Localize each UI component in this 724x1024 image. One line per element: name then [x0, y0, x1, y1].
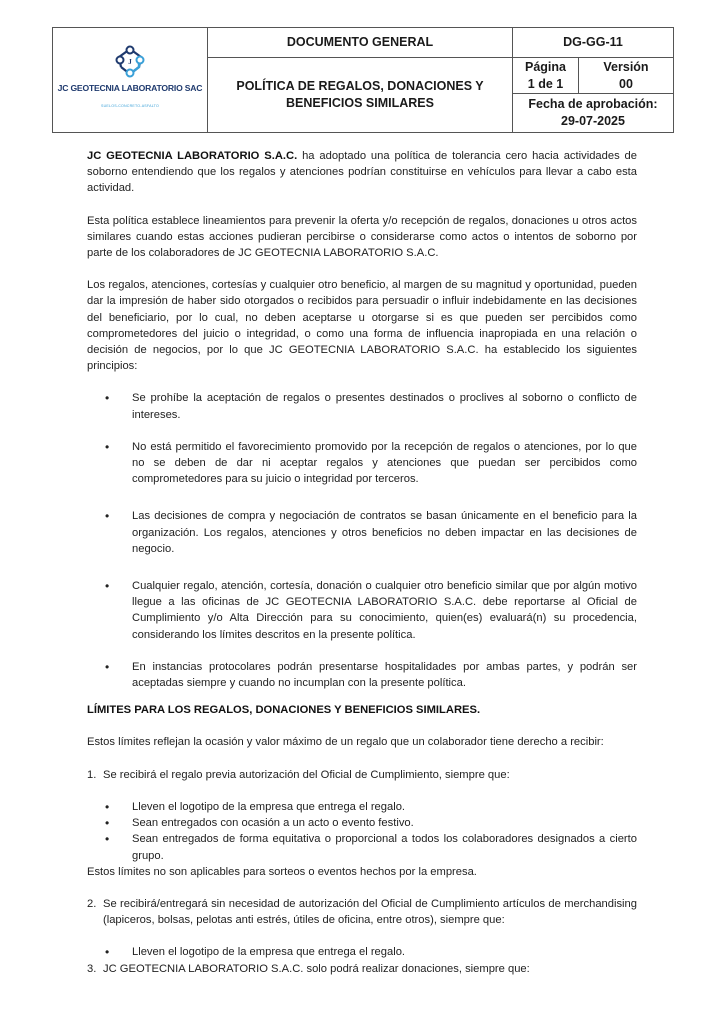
approval-cell — [513, 94, 674, 133]
condition-item: • Lleven el logotipo de la empresa que entrega el regalo. — [87, 799, 637, 815]
doc-title-cell — [208, 58, 513, 133]
limit-item-2 — [87, 896, 637, 928]
item2-conditions — [87, 944, 637, 960]
item-text: Se recibirá el regalo previa autorización del Oficial de Cumplimiento, siempre que: — [103, 768, 510, 781]
doc-code: DG-GG-11 — [563, 35, 623, 49]
principle-item: • No está permitido el favorecimiento promovido por la recepción de regalos o atenciones, por lo que no se deben de dar ni aceptar regalos y atenciones que puedan ser percibidos como comprometedores para su juicio o integridad por terceros. — [87, 439, 637, 488]
scope-paragraph: Esta política establece lineamientos para prevenir la oferta y/o recepción de regalos, donaciones u otros actos similares cuando estas acciones pudieran percibirse o considerarse como actos o intentos de soborno por parte de los colaboradores de JC GEOTECNIA LABORATORIO S.A.C. — [87, 214, 637, 260]
condition-item: • Sean entregados con ocasión a un acto o evento festivo. — [87, 815, 637, 831]
version-cell — [579, 58, 674, 94]
logo-mark-icon — [113, 45, 147, 79]
page-value: 1 de 1 — [527, 76, 564, 91]
doc-code-cell — [513, 28, 674, 58]
limits-note: Estos límites no son aplicables para sorteos o eventos hechos por la empresa. — [87, 865, 477, 878]
page-cell — [513, 58, 579, 94]
doc-title-line2: BENEFICIOS SIMILARES — [286, 96, 434, 110]
intro-text: ha adoptado una política de tolerancia cero hacia actividades de soborno entendiendo que los regalos y atenciones podrían constituirse en vehículos para llevar a cabo esta actividad. — [87, 150, 637, 195]
company-name-bold: JC GEOTECNIA LABORATORIO S.A.C. — [87, 150, 298, 162]
approval-label: Fecha de aprobación: — [528, 97, 658, 111]
page-label: Página — [525, 59, 566, 74]
approval-date: 29-07-2025 — [561, 114, 625, 128]
document-body — [87, 148, 637, 977]
principle-item: • Cualquier regalo, atención, cortesía, donación o cualquier otro beneficio similar que por algún motivo llegue a las oficinas de JC GEOTECNIA LABORATORIO S.A.C. debe reportarse al Oficial de Cumplimiento y/o Alta Dirección para su conocimiento, quien(es) evaluará(n) su procedencia, considerando los límites descritos en la presente política. — [87, 578, 637, 643]
doc-type: DOCUMENTO GENERAL — [286, 35, 434, 49]
limit-item-3 — [87, 961, 637, 977]
item-number: 2. — [87, 897, 97, 910]
doc-title-line1: POLÍTICA DE REGALOS, DONACIONES Y — [236, 79, 484, 93]
principles-list — [87, 390, 637, 691]
logo-company-name: JC GEOTECNIA LABORATORIO SAC — [57, 83, 203, 93]
limits-heading: LÍMITES PARA LOS REGALOS, DONACIONES Y BENEFICIOS SIMILARES. — [87, 704, 481, 717]
intro-paragraph — [87, 148, 637, 197]
condition-item: • Lleven el logotipo de la empresa que entrega el regalo. — [87, 944, 637, 960]
document-header-table — [52, 27, 674, 133]
svg-text:J: J — [128, 58, 132, 66]
item1-conditions — [87, 799, 637, 864]
limit-item-1 — [87, 767, 637, 783]
logo-cell — [53, 28, 208, 133]
item-number: 3. — [87, 962, 97, 975]
principle-item: • En instancias protocolares podrán presentarse hospitalidades por ambas partes, y podrán ser aceptadas siempre y cuando no incumplan con la presente política. — [87, 659, 637, 691]
version-label: Versión — [603, 59, 649, 74]
item-text: JC GEOTECNIA LABORATORIO S.A.C. solo podrá realizar donaciones, siempre que: — [103, 962, 530, 975]
principle-item: • Las decisiones de compra y negociación de contratos se basan únicamente en el beneficio para la organización. Los regalos, atenciones y otros beneficios no deben impactar en las decisiones de negocio. — [87, 508, 637, 557]
limits-intro: Estos límites reflejan la ocasión y valor máximo de un regalo que un colaborador tiene derecho a recibir: — [87, 736, 604, 749]
doc-type-cell — [208, 28, 513, 58]
condition-item: • Sean entregados de forma equitativa o proporcional a todos los colaboradores designados a cierto grupo. — [87, 831, 637, 863]
logo-tagline: SUELOS-CONCRETO-ASFALTO — [101, 104, 159, 108]
item-text: Se recibirá/entregará sin necesidad de autorización del Oficial de Cumplimiento artículos de merchandising (lapiceros, bolsas, pelotas anti estrés, útiles de oficina, entre otros), siempre que: — [103, 897, 637, 927]
item-number: 1. — [87, 768, 97, 781]
principle-item: • Se prohíbe la aceptación de regalos o presentes destinados o proclives al soborno o conflicto de intereses. — [87, 390, 637, 422]
principles-intro-paragraph: Los regalos, atenciones, cortesías y cualquier otro beneficio, al margen de su magnitud y oportunidad, pueden dar la impresión de haber sido otorgados o recibidos para persuadir o influir indebidamente en las decisiones del beneficiario, por lo cual, no deben aceptarse u otorgarse si es que pueden ser percibidos como comprometedores del juicio o integridad, o como una forma de influencia inapropiada en una relación o decisión de negocios, por lo que JC GEOTECNIA LABORATORIO S.A.C. ha establecido los siguientes principios: — [87, 279, 637, 373]
version-value: 00 — [619, 76, 633, 91]
company-logo — [53, 28, 207, 132]
